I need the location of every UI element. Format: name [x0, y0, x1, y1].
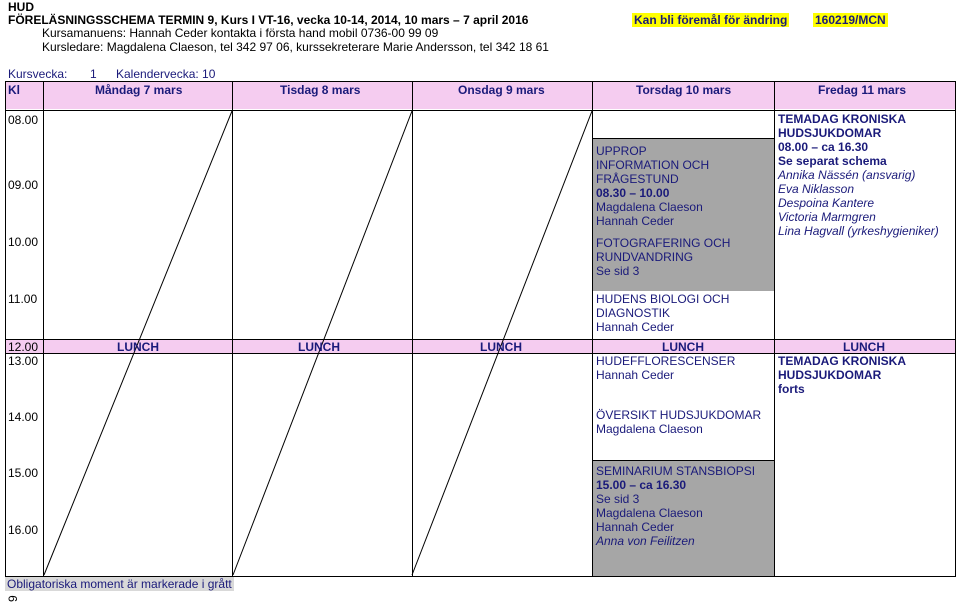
event-teacher: Hannah Ceder — [596, 320, 675, 334]
event-title: RUNDVANDRING — [596, 250, 694, 264]
lunch-label-tue: LUNCH — [298, 340, 340, 354]
event-title: HUDEFFLORESCENSER — [596, 354, 736, 368]
event-teacher: Hannah Ceder — [596, 214, 675, 228]
change-note: Kan bli föremål för ändring — [634, 13, 788, 27]
col-header-wed: Onsdag 9 mars — [458, 83, 545, 97]
calendar-week: Kalendervecka: 10 — [116, 67, 216, 81]
time-label: 14.00 — [8, 410, 39, 424]
lunch-label-wed: LUNCH — [480, 340, 522, 354]
event-title: HUDSJUKDOMAR — [778, 368, 882, 382]
event-teacher: Anna von Feilitzen — [596, 534, 695, 548]
event-title: TEMADAG KRONISKA — [778, 112, 906, 126]
event-title: FOTOGRAFERING OCH — [596, 236, 731, 250]
event-title: TEMADAG KRONISKA — [778, 354, 906, 368]
course-assistant-info: Kursamanuens: Hannah Ceder kontakta i första hand mobil 0736-00 99 09 — [42, 26, 439, 40]
time-label: 13.00 — [8, 354, 39, 368]
time-label: 12.00 — [8, 340, 39, 354]
time-label: 15.00 — [8, 466, 39, 480]
col-header-mon: Måndag 7 mars — [95, 83, 183, 97]
lunch-label-thu: LUNCH — [662, 340, 704, 354]
course-leader-info: Kursledare: Magdalena Claeson, tel 342 97 06, kurssekreterare Marie Andersson, tel 342 18 61 — [42, 40, 549, 54]
event-title: DIAGNOSTIK — [596, 306, 671, 320]
event-hudens-biologi — [596, 292, 729, 334]
col-header-fri: Fredag 11 mars — [818, 83, 907, 97]
course-week-label: Kursvecka: — [8, 67, 68, 81]
event-teacher: Magdalena Claeson — [596, 200, 703, 214]
event-upprop — [596, 144, 709, 228]
event-seminarium — [596, 464, 755, 548]
doc-title: FÖRELÄSNINGSSCHEMA TERMIN 9, Kurs I VT-16, vecka 10-14, 2014, 10 mars – 7 april 2016 — [8, 13, 529, 27]
event-reference: Se sid 3 — [596, 492, 640, 506]
event-hudefflorescenser — [596, 354, 735, 382]
event-temadag-morning — [778, 112, 939, 238]
event-teacher: Annika Nässén (ansvarig) — [778, 168, 916, 182]
course-week-number: 1 — [90, 67, 97, 81]
page-number: 9 — [6, 595, 20, 602]
event-teacher: Lina Hagvall (yrkeshygieniker) — [778, 224, 939, 238]
event-teacher: Victoria Marmgren — [778, 210, 876, 224]
event-reference: Se sid 3 — [596, 264, 640, 278]
doc-subject: HUD — [8, 0, 34, 14]
time-label: 08.00 — [8, 113, 39, 127]
event-teacher: Magdalena Claeson — [596, 506, 703, 520]
lunch-label-fri: LUNCH — [843, 340, 885, 354]
event-teacher: Hannah Ceder — [596, 368, 675, 382]
event-title: ÖVERSIKT HUDSJUKDOMAR — [596, 408, 762, 422]
event-fotografering — [596, 236, 730, 278]
time-label: 10.00 — [8, 235, 39, 249]
col-header-thu: Torsdag 10 mars — [636, 83, 732, 97]
event-title: FRÅGESTUND — [596, 172, 679, 186]
time-label: 16.00 — [8, 523, 39, 537]
event-time: 15.00 – ca 16.30 — [596, 478, 687, 492]
time-label: 11.00 — [8, 292, 38, 306]
event-teacher: Hannah Ceder — [596, 520, 675, 534]
col-header-time: Kl — [8, 83, 20, 97]
time-label: 09.00 — [8, 178, 39, 192]
event-note: forts — [778, 382, 805, 396]
event-teacher: Despoina Kantere — [778, 196, 875, 210]
event-temadag-afternoon — [778, 354, 906, 396]
event-time: 08.00 – ca 16.30 — [778, 140, 869, 154]
event-title: SEMINARIUM STANSBIOPSI — [596, 464, 756, 478]
event-time: 08.30 – 10.00 — [596, 186, 670, 200]
event-title: HUDENS BIOLOGI OCH — [596, 292, 730, 306]
doc-code: 160219/MCN — [815, 13, 886, 27]
obligatory-legend: Obligatoriska moment är markerade i grått — [7, 577, 232, 591]
col-header-tue: Tisdag 8 mars — [280, 83, 361, 97]
event-title: INFORMATION OCH — [596, 158, 710, 172]
event-title: UPPROP — [596, 144, 647, 158]
event-reference: Se separat schema — [778, 154, 887, 168]
event-teacher: Eva Niklasson — [778, 182, 855, 196]
event-teacher: Magdalena Claeson — [596, 422, 703, 436]
event-oversikt — [596, 408, 761, 436]
lunch-label-mon: LUNCH — [117, 340, 159, 354]
event-title: HUDSJUKDOMAR — [778, 126, 882, 140]
